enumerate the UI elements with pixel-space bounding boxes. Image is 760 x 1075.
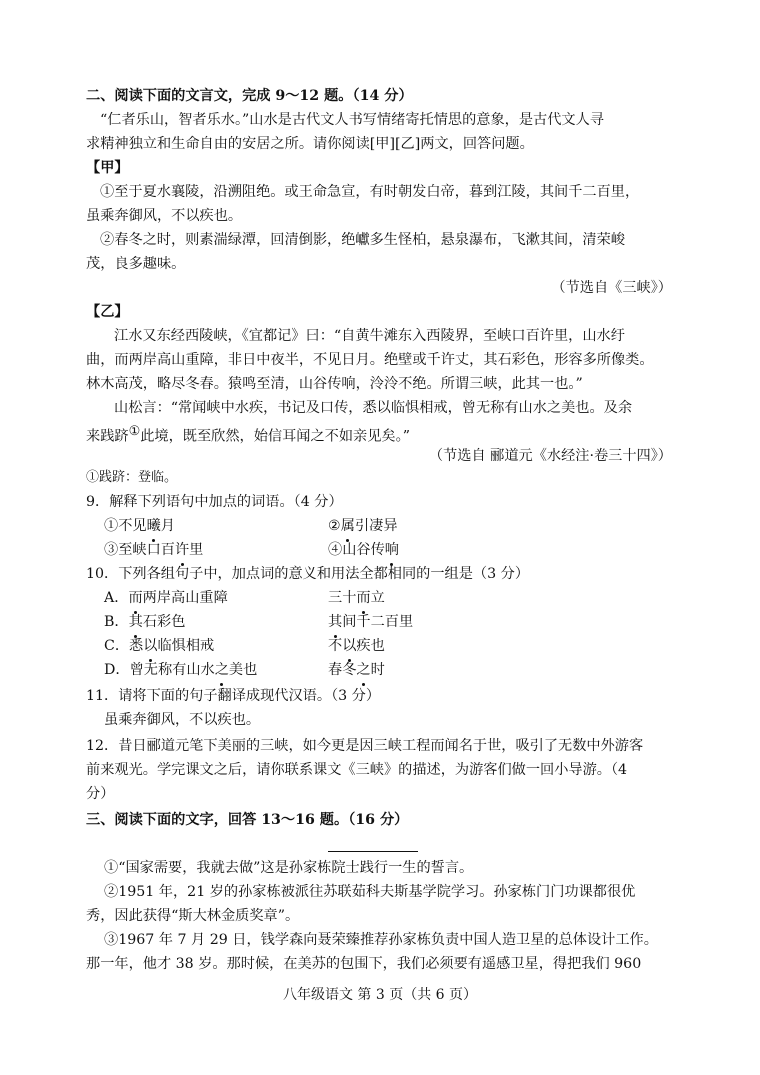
q9-item-1-post: 月 <box>160 518 175 534</box>
passage-yi-p2-line2 <box>86 420 410 449</box>
passage-yi-p2-line1: 山松言：“常闻峡中水疾，书记及口传，悉以临惧相戒，曾无称有山水之美也。及余 <box>114 400 633 416</box>
q9-item-4-pre: ④山谷传 <box>328 542 385 558</box>
q9-item-2 <box>328 514 398 538</box>
passage-yi-p1-line3: 林木高茂，略尽冬春。猿鸣至清，山谷传响，泠泠不绝。所谓三峡，此其一也。” <box>86 376 583 392</box>
q9-item-2-pre: ② <box>328 518 341 534</box>
q10-option-a-right <box>328 586 385 610</box>
q10-b-left-dotted: 其 <box>129 610 143 634</box>
q10-d-right-post: 时 <box>370 662 385 678</box>
q10-d-left-dotted: 之 <box>215 658 229 682</box>
section3-p3-line1: ③1967 年 7 月 29 日，钱学森向聂荣臻推荐孙家栋负责中国人造卫星的总体设计工作。 <box>104 932 658 948</box>
q10-d-left-pre: D．曾无称有山水 <box>104 662 215 678</box>
q10-b-right-dotted: 其 <box>328 610 342 634</box>
question-10-stem: 10．下列各组句子中，加点词的意义和用法全都相同的一组是（3 分） <box>86 566 530 582</box>
passage-jia-p2-line2: 茂，良多趣味。 <box>86 256 186 272</box>
footnote-mark: ① <box>128 424 141 439</box>
yi-p2-text-b: 此境，既至欣然，始信耳闻之不如亲见矣。” <box>140 428 410 445</box>
question-12-line3: 分） <box>86 786 115 802</box>
yi-p2-text-a: 来践跻 <box>86 428 129 445</box>
q9-item-1-pre: ①不见 <box>104 518 147 534</box>
q10-option-d-left <box>104 658 257 682</box>
q10-a-right-pre: 三十 <box>328 590 357 606</box>
section2-intro-line1: “仁者乐山，智者乐水。”山水是古代文人书写情绪寄托情思的意象，是古代文人寻 <box>100 112 604 128</box>
q10-option-a-left <box>104 586 228 610</box>
q9-item-3-dotted: 许 <box>175 538 189 562</box>
section3-heading: 三、阅读下面的文字，回答 13～16 题。（16 分） <box>86 812 409 828</box>
q10-c-left-post: 临惧相戒 <box>157 638 215 654</box>
section3-p2-line1: ②1951 年，21 岁的孙家栋被派往苏联茹科夫斯基学院学习。孙家栋门门功课都很优 <box>104 884 636 900</box>
q10-c-right-dotted: 以 <box>342 634 356 658</box>
q9-item-3-post: 里 <box>189 542 204 558</box>
q10-d-left-post: 美也 <box>228 662 258 678</box>
section2-intro-line2: 求精神独立和生命自由的安居之所。请你阅读[甲][乙]两文，回答问题。 <box>86 136 534 152</box>
passage-yi-p1-line2: 曲，而两岸高山重障，非日中夜半，不见日月。绝壁或千许丈，其石彩色，形容多所像类。 <box>86 352 654 368</box>
q9-item-4-dotted: 响 <box>385 538 399 562</box>
q10-c-right-post: 疾也 <box>356 638 385 654</box>
q9-item-2-post: 引凄异 <box>354 518 398 534</box>
footnote: ①践跻：登临。 <box>86 470 178 485</box>
passage-jia-label: 【甲】 <box>86 160 129 176</box>
section3-p2-line2: 秀，因此获得“斯大林金质奖章”。 <box>86 908 300 924</box>
q10-a-left-post: 两岸高山重障 <box>142 590 228 606</box>
q10-option-c-left <box>104 634 214 658</box>
q9-item-3 <box>104 538 203 562</box>
question-11-sentence: 虽乘奔御风，不以疾也。 <box>104 712 261 728</box>
q9-item-2-dotted: 属 <box>341 514 355 538</box>
q10-d-right-dotted: 之 <box>356 658 370 682</box>
passage-jia-p1-line2: 虽乘奔御风，不以疾也。 <box>86 208 243 224</box>
q10-option-c-right <box>328 634 385 658</box>
q10-a-left-dotted: 而 <box>128 586 142 610</box>
q10-c-left-dotted: 以 <box>143 634 157 658</box>
section3-p1: ①“国家需要，我就去做”这是孙家栋院士践行一生的誓言。 <box>104 860 474 876</box>
passage-jia-source: （节选自《三峡》） <box>551 280 672 296</box>
q9-item-4 <box>328 538 399 562</box>
q10-a-left-pre: A． <box>104 590 129 606</box>
q9-item-3-pre: ③至峡口百 <box>104 542 175 558</box>
q10-option-b-right <box>328 610 413 634</box>
q10-b-left-pre: B． <box>104 614 129 630</box>
passage-jia-p1-line1: ①至于夏水襄陵，沿溯阻绝。或王命急宣，有时朝发白帝，暮到江陵，其间千二百里， <box>100 184 640 200</box>
question-12-line1: 12．昔日郦道元笔下美丽的三峡，如今更是因三峡工程而闻名于世，吸引了无数中外游客 <box>86 738 644 754</box>
passage-yi-label: 【乙】 <box>86 304 129 320</box>
passage-yi-source: （节选自 郦道元《水经注·卷三十四》） <box>428 448 672 464</box>
q10-d-right-pre: 春冬 <box>328 662 357 678</box>
q10-c-right-pre: 不 <box>328 638 343 654</box>
q9-item-1 <box>104 514 175 538</box>
q9-item-1-dotted: 曦 <box>147 514 161 538</box>
q10-option-b-left <box>104 610 185 634</box>
question-11-stem: 11．请将下面的句子翻译成现代汉语。（3 分） <box>86 688 381 704</box>
page-footer: 八年级语文 第 3 页（共 6 页） <box>282 987 478 1003</box>
q10-a-right-post: 立 <box>370 590 385 606</box>
q10-a-right-dotted: 而 <box>356 586 370 610</box>
q10-option-d-right <box>328 658 385 682</box>
q10-b-right-post: 间千二百里 <box>342 614 414 630</box>
section3-p3-line2: 那一年，他才 38 岁。那时候，在美苏的包围下，我们必须要有遥感卫星，得把我们 960 <box>86 956 642 972</box>
q10-b-left-post: 石彩色 <box>142 614 186 630</box>
q10-c-left-pre: C．悉 <box>104 638 144 654</box>
passage-title-rule <box>328 851 418 852</box>
question-12-line2: 前来观光。学完课文之后，请你联系课文《三峡》的描述，为游客们做一回小导游。（4 <box>86 762 628 778</box>
question-9-stem: 9．解释下列语句中加点的词语。（4 分） <box>86 494 343 510</box>
passage-yi-p1-line1: 江水又东经西陵峡，《宜都记》曰：“自黄牛滩东入西陵界，至峡口百许里，山水纡 <box>114 328 625 344</box>
passage-jia-p2-line1: ②春冬之时，则素湍绿潭，回清倒影，绝巘多生怪柏，悬泉瀑布，飞漱其间，清荣峻 <box>100 232 625 248</box>
section2-heading: 二、阅读下面的文言文，完成 9～12 题。（14 分） <box>86 88 413 104</box>
